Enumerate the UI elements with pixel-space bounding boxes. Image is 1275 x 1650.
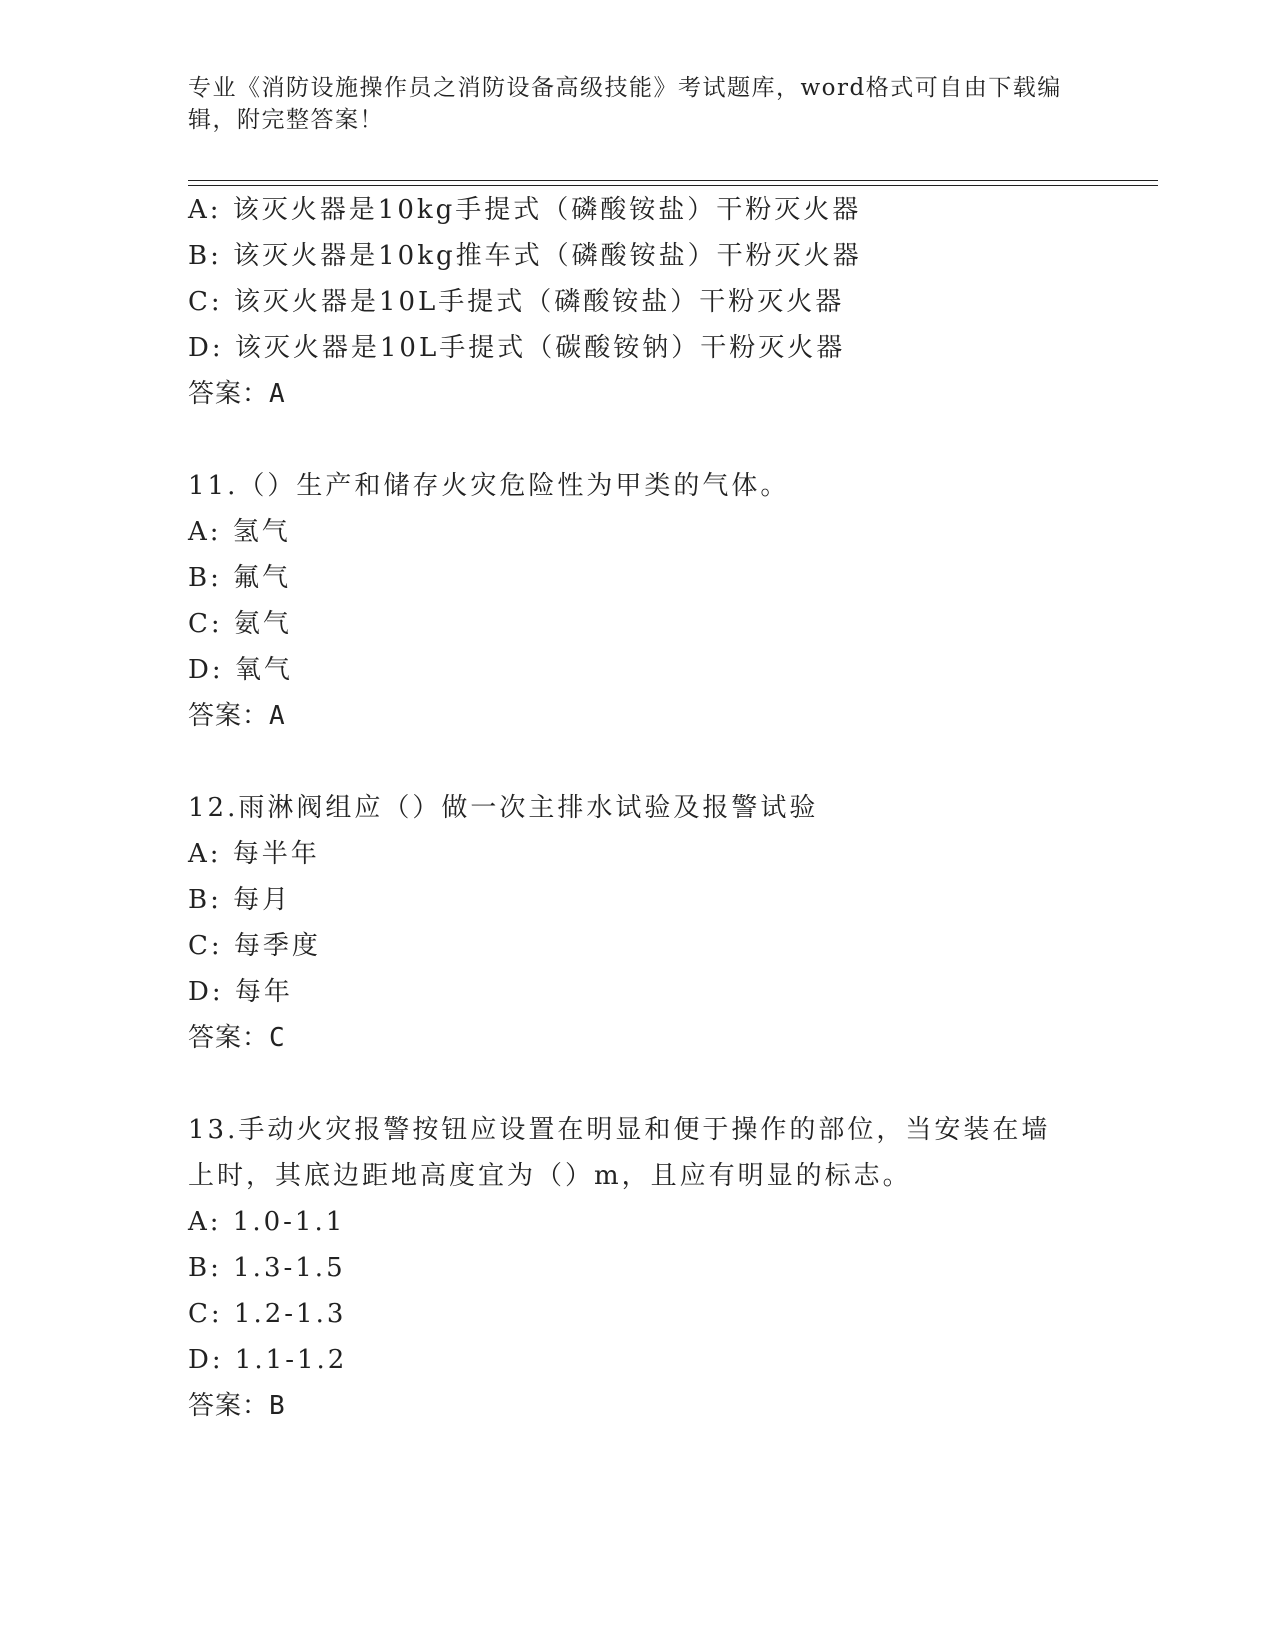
question-stem: 12.雨淋阀组应（）做一次主排水试验及报警试验: [188, 793, 819, 823]
question-stem: 11.（）生产和储存火灾危险性为甲类的气体。: [188, 471, 790, 501]
question-10: [188, 187, 1088, 417]
question-11: [188, 463, 1088, 739]
answer-line: 答案：A: [188, 701, 286, 731]
option-b: B: 该灭火器是10kg推车式（磷酸铵盐）干粉灭火器: [188, 241, 862, 271]
option-a: A: 氢气: [188, 517, 291, 547]
option-c: C: 1.2-1.3: [188, 1299, 347, 1329]
header-divider-top: [188, 180, 1158, 181]
option-c: C: 每季度: [188, 931, 321, 961]
option-a: A: 每半年: [188, 839, 320, 869]
option-c: C: 氨气: [188, 609, 292, 639]
option-d: D: 每年: [188, 977, 293, 1007]
question-12: [188, 785, 1088, 1061]
option-c: C: 该灭火器是10L手提式（磷酸铵盐）干粉灭火器: [188, 287, 845, 317]
question-list: [188, 187, 1088, 1429]
option-d: D: 氧气: [188, 655, 293, 685]
option-d: D: 1.1-1.2: [188, 1345, 348, 1375]
document-header: 专业《消防设施操作员之消防设备高级技能》考试题库，word格式可自由下载编辑，附完整答案！: [188, 75, 1062, 133]
header-divider-bottom: [188, 185, 1158, 186]
question-13: [188, 1107, 1088, 1429]
option-b: B: 1.3-1.5: [188, 1253, 346, 1283]
option-a: A: 该灭火器是10kg手提式（磷酸铵盐）干粉灭火器: [188, 195, 862, 225]
option-b: B: 每月: [188, 885, 292, 915]
question-stem: 13.手动火灾报警按钮应设置在明显和便于操作的部位，当安装在墙上时，其底边距地高度宜为（）m，且应有明显的标志。: [188, 1115, 1051, 1191]
option-b: B: 氟气: [188, 563, 292, 593]
option-d: D: 该灭火器是10L手提式（碳酸铵钠）干粉灭火器: [188, 333, 846, 363]
option-a: A: 1.0-1.1: [188, 1207, 346, 1237]
answer-line: 答案：A: [188, 379, 286, 409]
answer-line: 答案：C: [188, 1023, 286, 1053]
answer-line: 答案：B: [188, 1391, 286, 1421]
